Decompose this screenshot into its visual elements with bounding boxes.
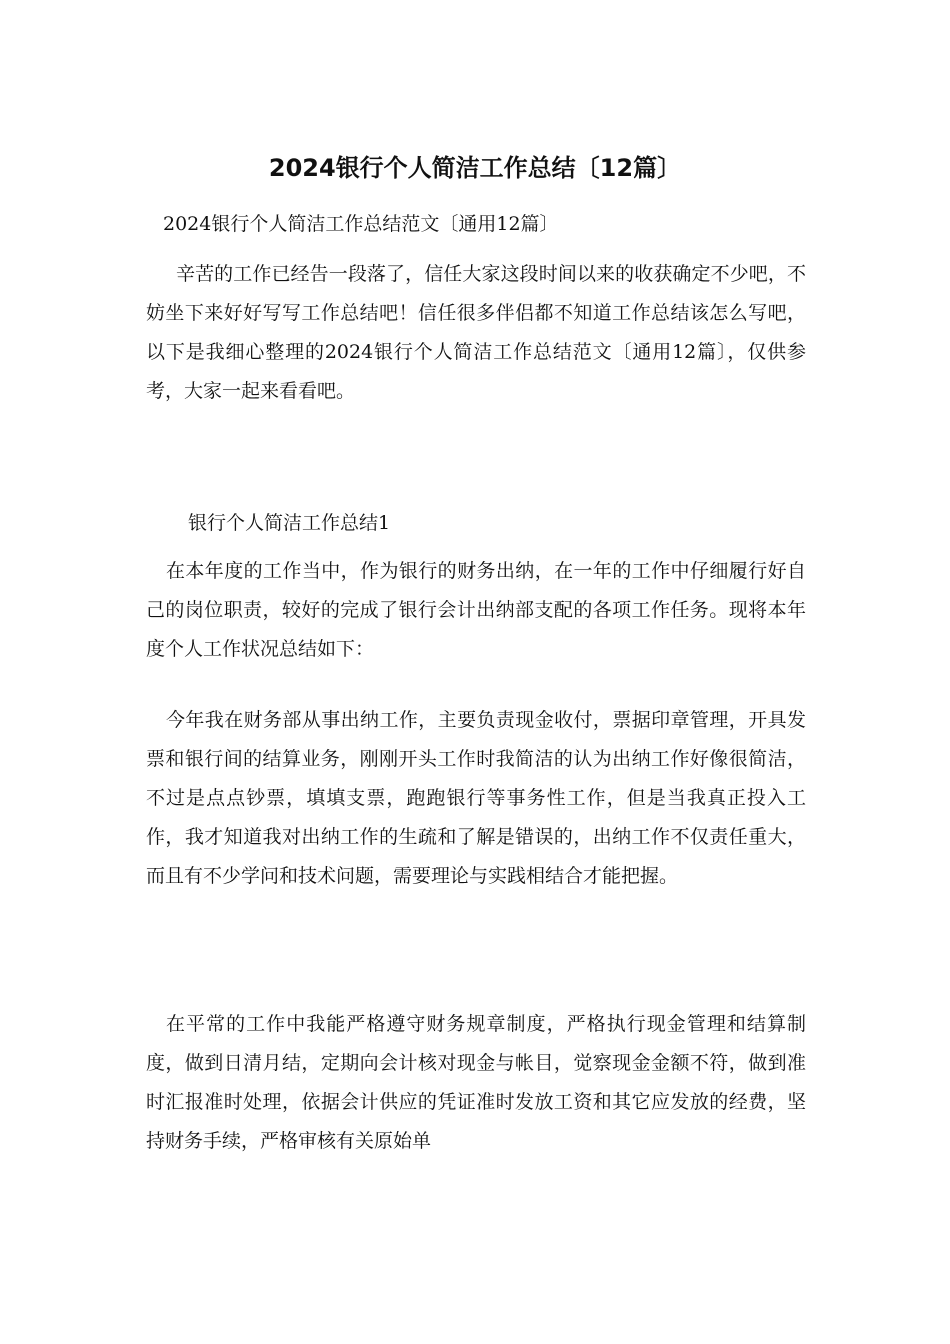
body-paragraph-2: 今年我在财务部从事出纳工作，主要负责现金收付，票据印章管理，开具发票和银行间的结算业务，刚刚开头工作时我简洁的认为出纳工作好像很简洁，不过是点点钞票，填填支票，跑跑银行等事务性工作，但是当我真正投入工作，我才知道我对出纳工作的生疏和了解是错误的，出纳工作不仅责任重大，而且有不少学问和技术问题，需要理论与实践相结合才能把握。: [146, 709, 806, 887]
body-paragraph-3: 在平常的工作中我能严格遵守财务规章制度，严格执行现金管理和结算制度，做到日清月结，定期向会计核对现金与帐目，觉察现金金额不符，做到准时汇报准时处理，依据会计供应的凭证准时发放工资和其它应发放的经费，坚持财务手续，严格审核有关原始单: [146, 1013, 806, 1152]
intro-paragraph: 辛苦的工作已经告一段落了，信任大家这段时间以来的收获确定不少吧，不妨坐下来好好写写工作总结吧！信任很多伴侣都不知道工作总结该怎么写吧，以下是我细心整理的2024银行个人简洁工作总结范文〔通用12篇〕，仅供参考，大家一起来看看吧。: [146, 263, 806, 402]
section-heading: 银行个人简洁工作总结1: [188, 512, 391, 534]
document-title: 2024银行个人简洁工作总结〔12篇〕: [268, 154, 682, 182]
body-paragraph-1: 在本年度的工作当中，作为银行的财务出纳，在一年的工作中仔细履行好自己的岗位职责，较好的完成了银行会计出纳部支配的各项工作任务。现将本年度个人工作状况总结如下：: [146, 560, 806, 660]
document-subtitle: 2024银行个人简洁工作总结范文〔通用12篇〕: [163, 213, 559, 235]
